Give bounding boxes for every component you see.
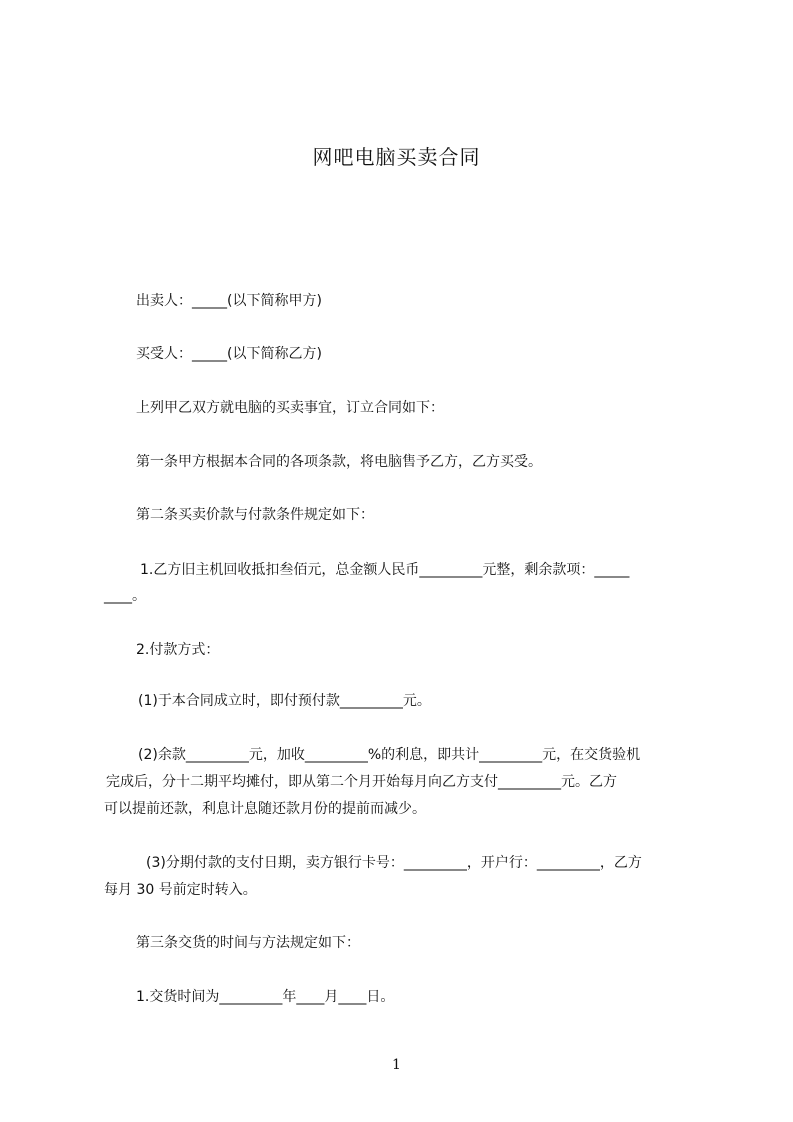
paragraph-item-1-line-2: ____。 [104,588,146,604]
paragraph-article-2: 第二条买卖价款与付款条件规定如下： [136,507,374,523]
paragraph-article-3: 第三条交货的时间与方法规定如下： [136,935,360,951]
paragraph-seller: 出卖人：_____(以下简称甲方) [136,293,322,309]
paragraph-payment-2-line-1: (2)余款_________元，加收_________%的利息，即共计_________元，在交货验机 [138,747,641,763]
paragraph-payment-method: 2.付款方式： [136,642,220,658]
paragraph-payment-1: (1)于本合同成立时，即付预付款_________元。 [138,693,431,709]
paragraph-buyer: 买受人：_____(以下简称乙方) [136,346,322,362]
page-number: 1 [392,1057,401,1073]
paragraph-delivery-time: 1.交货时间为_________年____月____日。 [136,989,395,1005]
paragraph-article-1: 第一条甲方根据本合同的各项条款，将电脑售予乙方，乙方买受。 [136,454,542,470]
paragraph-item-1-line-1: 1.乙方旧主机回收抵扣叁佰元，总金额人民币_________元整，剩余款项：_____ [140,562,630,578]
paragraph-payment-2-line-3: 可以提前还款，利息计息随还款月份的提前而减少。 [104,801,426,817]
paragraph-payment-2-line-2: 完成后，分十二期平均摊付，即从第二个月开始每月向乙方支付_________元。乙方 [106,774,617,790]
paragraph-intro: 上列甲乙双方就电脑的买卖事宜，订立合同如下： [136,400,444,416]
paragraph-payment-3-line-1: (3)分期付款的支付日期，卖方银行卡号：_________，开户行：_________，乙方 [146,855,642,871]
paragraph-payment-3-line-2: 每月 30 号前定时转入。 [104,882,257,898]
document-title: 网吧电脑买卖合同 [312,145,481,169]
